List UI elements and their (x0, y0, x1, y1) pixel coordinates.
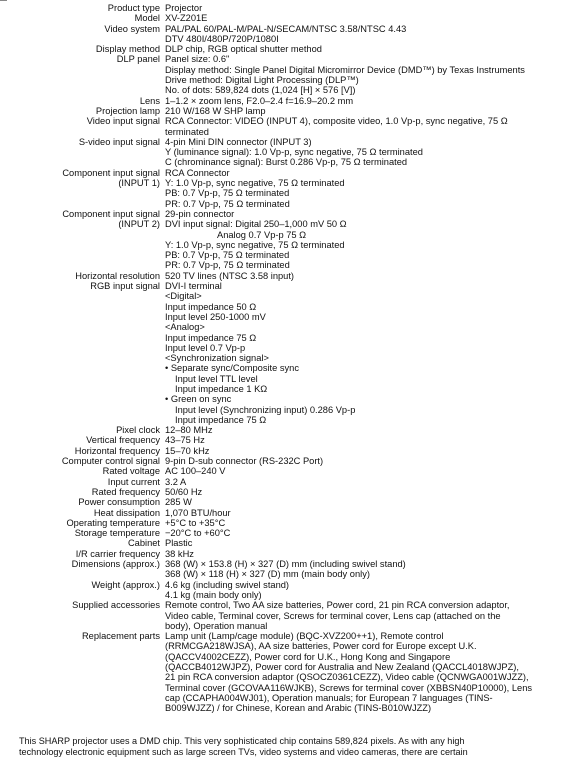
spec-label: Computer control signal (61, 456, 160, 467)
spec-value-line: Y: 1.0 Vp-p, sync negative, 75 Ω terminated (165, 178, 345, 189)
spec-value (165, 13, 573, 23)
spec-value-line: Input level 0.7 Vp-p (165, 342, 246, 353)
spec-value (165, 178, 573, 209)
spec-value (165, 497, 573, 507)
spec-value-line: 29-pin connector (165, 208, 235, 219)
spec-value (165, 168, 573, 178)
spec-value (165, 106, 573, 116)
spec-value-line: DTV 480I/480P/720P/1080I (165, 33, 279, 44)
spec-value-line: 4.6 kg (including swivel stand) (165, 579, 290, 590)
spec-value-line: <Synchronization signal> (165, 353, 269, 364)
spec-value-line: • Green on sync (165, 394, 232, 405)
spec-row (0, 116, 573, 137)
spec-row (0, 446, 573, 456)
spec-value (165, 230, 573, 240)
spec-value (165, 487, 573, 497)
spec-value (165, 137, 573, 168)
specifications-table (0, 3, 573, 713)
spec-row (0, 559, 573, 580)
spec-value-line: No. of dots: 589,824 dots (1,024 [H] × 576 [V]) (165, 85, 356, 96)
spec-value (165, 528, 573, 538)
spec-value-line: Input impedance 75 Ω (175, 414, 267, 425)
spec-row (0, 487, 573, 497)
spec-row (0, 631, 573, 713)
spec-row (0, 44, 573, 54)
spec-row (0, 435, 573, 445)
spec-label: Projection lamp (95, 105, 160, 116)
spec-row (0, 425, 573, 435)
spec-value (165, 466, 573, 476)
spec-row (0, 518, 573, 528)
spec-value-line: body), Operation manual (165, 620, 268, 631)
spec-value (165, 209, 573, 219)
spec-value-line: 15–70 kHz (165, 445, 210, 456)
spec-value (165, 425, 573, 435)
spec-value-line: Remote control, Two AA size batteries, Power cord, 21 pin RCA conversion adaptor, (165, 600, 510, 611)
spec-value-line: C (chrominance signal): Burst 0.286 Vp-p, 75 Ω terminated (165, 157, 408, 168)
spec-value-line: 285 W (165, 497, 192, 508)
spec-label: Horizontal frequency (74, 445, 160, 456)
spec-value-line: Input level TTL level (175, 373, 258, 384)
spec-value-line: PB: 0.7 Vp-p, 75 Ω terminated (165, 188, 290, 199)
spec-value (165, 549, 573, 559)
spec-row (0, 230, 573, 240)
spec-value-line: 9-pin D-sub connector (RS-232C Port) (165, 456, 324, 467)
spec-row (0, 405, 573, 426)
spec-value-line: (RRMCGA218WJSA), AA size batteries, Power cord for Europe except U.K. (165, 641, 477, 652)
spec-row (0, 3, 573, 13)
spec-value-line: PR: 0.7 Vp-p, 75 Ω terminated (165, 260, 290, 271)
spec-value (165, 219, 573, 229)
spec-value-line: DVI-I terminal (165, 281, 222, 292)
spec-value (165, 96, 573, 106)
spec-row (0, 466, 573, 476)
spec-row (0, 24, 573, 45)
spec-row (0, 374, 573, 395)
spec-value (165, 374, 573, 395)
spec-value (165, 580, 573, 601)
spec-row (0, 106, 573, 116)
spec-value (165, 24, 573, 45)
spec-label: Pixel clock (116, 425, 160, 436)
spec-label: Storage temperature (74, 528, 160, 539)
spec-value-line: Terminal cover (GCOVAA116WJKB), Screws for terminal cover (XBBSN40P10000), Lens (165, 682, 533, 693)
dmd-footnote (19, 736, 559, 758)
spec-value-line: 368 (W) × 118 (H) × 327 (D) mm (main body only) (165, 569, 370, 580)
spec-value (165, 456, 573, 466)
spec-value (165, 3, 573, 13)
spec-value (165, 116, 573, 137)
spec-value-line: cap (CCAPHA004WJ01), Operation manuals; for European 7 languages (TINS- (165, 692, 493, 703)
spec-value-line: 21 pin RCA conversion adaptor (QSOCZ0361CEZZ), Video cable (QCNWGA001WJZZ), (165, 672, 529, 683)
spec-label: Replacement parts (81, 631, 160, 642)
spec-value-line: 520 TV lines (NTSC 3.58 input) (165, 270, 295, 281)
spec-value-line: PAL/PAL 60/PAL-M/PAL-N/SECAM/NTSC 3.58/NTSC 4.43 (165, 23, 407, 34)
spec-row (0, 219, 573, 229)
spec-value-line: Y (luminance signal): 1.0 Vp-p, sync negative, 75 Ω terminated (165, 147, 423, 158)
spec-value-line: Analog 0.7 Vp-p 75 Ω (217, 229, 307, 240)
spec-label: Lens (139, 95, 160, 106)
spec-label: Model (134, 13, 160, 24)
spec-value-line: 4-pin Mini DIN connector (INPUT 3) (165, 136, 312, 147)
spec-value-line: RCA Connector (165, 167, 230, 178)
spec-label: Rated frequency (91, 486, 160, 497)
spec-value (165, 281, 573, 374)
spec-label: Dimensions (approx.) (71, 559, 160, 570)
spec-label: Rated voltage (102, 466, 160, 477)
spec-label (0, 374, 165, 395)
spec-row (0, 508, 573, 518)
spec-row (0, 13, 573, 23)
spec-label: (INPUT 2) (118, 219, 160, 230)
spec-row (0, 497, 573, 507)
spec-value-line: <Analog> (165, 322, 205, 333)
spec-row (0, 538, 573, 548)
spec-label: Cabinet (127, 538, 160, 549)
spec-value-line: Lamp unit (Lamp/cage module) (BQC-XVZ200++1), Remote control (165, 631, 444, 642)
spec-value-line: RCA Connector: VIDEO (INPUT 4), composite video, 1.0 Vp-p, sync negative, 75 Ω (165, 116, 508, 127)
spec-value (165, 508, 573, 518)
spec-value (165, 600, 573, 631)
spec-value-line: Input level 250-1000 mV (165, 311, 266, 322)
spec-value-line: DVI input signal: Digital 250–1,000 mV 50 Ω (165, 219, 347, 230)
spec-row (0, 96, 573, 106)
spec-label: Input current (107, 476, 160, 487)
spec-value-line: +5°C to +35°C (165, 517, 226, 528)
spec-row (0, 178, 573, 209)
spec-value-line: Panel size: 0.6" (165, 54, 230, 65)
spec-value (165, 631, 573, 713)
spec-row (0, 54, 573, 95)
spec-value-line: Drive method: Digital Light Processing (DLP™) (165, 75, 359, 86)
spec-value-line: PB: 0.7 Vp-p, 75 Ω terminated (165, 250, 290, 261)
spec-value (165, 405, 573, 426)
spec-label: Horizontal resolution (75, 270, 160, 281)
spec-value-line: Input impedance 1 KΩ (175, 383, 268, 394)
spec-value-line: Y: 1.0 Vp-p, sync negative, 75 Ω terminated (165, 239, 345, 250)
spec-value (165, 538, 573, 548)
spec-value (165, 54, 573, 95)
spec-value-line: Input impedance 75 Ω (165, 332, 257, 343)
spec-value-line: 3.2 A (165, 476, 187, 487)
spec-label: Weight (approx.) (91, 579, 160, 590)
spec-value-line: 210 W/168 W SHP lamp (165, 105, 266, 116)
spec-value-line: XV-Z201E (165, 13, 208, 24)
spec-label (0, 230, 165, 240)
spec-label: Heat dissipation (93, 507, 160, 518)
spec-label: Video input signal (86, 116, 160, 127)
spec-value-line: Input impedance 50 Ω (165, 301, 257, 312)
spec-value-line: AC 100–240 V (165, 466, 226, 477)
spec-row (0, 549, 573, 559)
spec-label: Display method (95, 44, 160, 55)
spec-label (0, 405, 165, 426)
spec-value-line: • Separate sync/Composite sync (165, 363, 299, 374)
footnote-line: This SHARP projector uses a DMD chip. This very sophisticated chip contains 589,824 pixels. As with any high (19, 736, 465, 746)
spec-value-line: <Digital> (165, 291, 202, 302)
spec-label: RGB input signal (90, 281, 160, 292)
spec-row (0, 456, 573, 466)
spec-row (0, 528, 573, 538)
spec-value (165, 240, 573, 271)
spec-row (0, 137, 573, 168)
spec-label: S-video input signal (78, 136, 160, 147)
spec-label: I/R carrier frequency (75, 548, 160, 559)
spec-row (0, 168, 573, 178)
spec-value-line: Input level (Synchronizing input) 0.286 Vp-p (175, 404, 356, 415)
spec-row (0, 600, 573, 631)
spec-row (0, 240, 573, 271)
spec-row (0, 209, 573, 219)
spec-value-line: 43–75 Hz (165, 435, 205, 446)
spec-label: Component input signal (62, 167, 160, 178)
spec-row (0, 580, 573, 601)
spec-label (0, 394, 165, 404)
spec-value (165, 44, 573, 54)
spec-label: Vertical frequency (86, 435, 160, 446)
spec-value-line: 12–80 MHz (165, 425, 213, 436)
spec-label (0, 240, 165, 271)
spec-value (165, 435, 573, 445)
spec-value-line: Projector (165, 3, 203, 13)
spec-value (165, 518, 573, 528)
spec-value-line: Plastic (165, 538, 193, 549)
spec-label: Supplied accessories (72, 600, 160, 611)
spec-label: (INPUT 1) (118, 178, 160, 189)
spec-value-line: 4.1 kg (main body only) (165, 589, 262, 600)
spec-label: Video system (104, 23, 160, 34)
spec-value-line: DLP chip, RGB optical shutter method (165, 44, 322, 55)
spec-value-line: 50/60 Hz (165, 486, 203, 497)
spec-label: Component input signal (62, 208, 160, 219)
spec-value (165, 477, 573, 487)
spec-value-line: 368 (W) × 153.8 (H) × 327 (D) mm (including swivel stand) (165, 559, 406, 570)
spec-value (165, 271, 573, 281)
spec-value-line: Display method: Single Panel Digital Micromirror Device (DMD™) by Texas Instruments (165, 64, 525, 75)
spec-value-line: terminated (165, 126, 209, 137)
spec-row (0, 394, 573, 404)
spec-label: Operating temperature (66, 517, 160, 528)
spec-value (165, 394, 573, 404)
spec-value (165, 446, 573, 456)
spec-label: Power consumption (78, 497, 160, 508)
spec-label: DLP panel (116, 54, 160, 65)
spec-label: Product type (107, 3, 160, 13)
spec-value-line: 38 kHz (165, 548, 194, 559)
spec-value-line: (QACCB4012WJPZ), Power cord for Australia and New Zealand (QACCL4018WJPZ), (165, 662, 519, 672)
spec-value-line: 1,070 BTU/hour (165, 507, 231, 518)
footnote-line: technology electronic equipment such as large screen TVs, video systems and video cameras, there are certain (19, 747, 468, 757)
spec-row (0, 281, 573, 374)
spec-value-line: B009WJZZ) / for Chinese, Korean and Arabic (TINS-B010WJZZ) (165, 703, 432, 714)
spec-row (0, 477, 573, 487)
spec-value (165, 559, 573, 580)
spec-value-line: −20°C to +60°C (165, 528, 231, 539)
spec-value-line: PR: 0.7 Vp-p, 75 Ω terminated (165, 198, 290, 209)
spec-value-line: (QACCV4002CEZZ), Power cord for U.K., Hong Kong and Singapore (165, 651, 451, 662)
spec-value-line: 1–1.2 × zoom lens, F2.0–2.4 f=16.9–20.2 mm (165, 95, 354, 106)
spec-row (0, 271, 573, 281)
spec-value-line: Video cable, Terminal cover, Screws for terminal cover, Lens cap (attached on the (165, 610, 501, 621)
